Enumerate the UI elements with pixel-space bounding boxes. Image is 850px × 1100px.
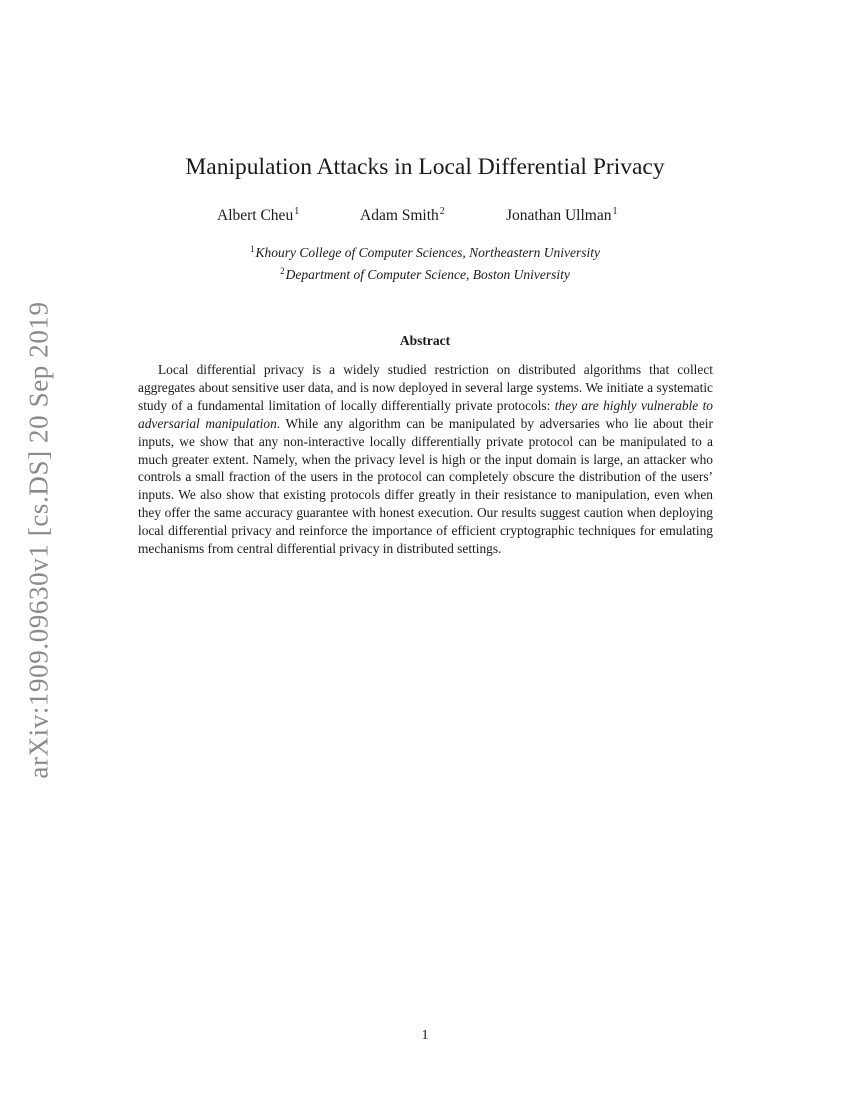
author-2 (360, 206, 445, 225)
affiliation-mark: 1 (249, 244, 255, 254)
abstract-text-part-2: . While any algorithm can be manipulated by adversaries who lie about their inputs, we show that any non-interactive locally differentially private protocol can be manipulated to a much greater extent. Namely, when the privacy level is high or the input domain is large, an attacker who controls a small fraction of the users in the protocol can completely obscure the distribution of the users’ inputs. We also show that existing protocols differ greatly in their resistance to manipulation, even when they offer the same accuracy guarantee with honest execution. Our results suggest caution when deploying local differential privacy and reinforce the importance of efficient cryptographic techniques for emulating mechanisms from central differential privacy in distributed settings. (138, 415, 713, 557)
affiliation-1 (0, 240, 850, 262)
author-name: Albert Cheu (217, 207, 294, 224)
author-1 (217, 206, 299, 225)
abstract-heading: Abstract (399, 333, 451, 348)
abstract-body (138, 361, 713, 558)
author-name: Jonathan Ullman (506, 207, 612, 224)
author-3 (506, 206, 617, 225)
affiliation-text: Khoury College of Computer Sciences, Northeastern University (255, 245, 601, 260)
paper-title: Manipulation Attacks in Local Differential Privacy (185, 154, 665, 180)
author-list (0, 206, 850, 228)
affiliation-2 (0, 262, 850, 284)
arxiv-identifier-text: arXiv:1909.09630v1 [cs.DS] 20 Sep 2019 (23, 301, 54, 779)
page-number: 1 (421, 1028, 429, 1043)
arxiv-identifier-stamp (22, 296, 56, 784)
author-affiliation-mark: 1 (612, 206, 618, 217)
author-name: Adam Smith (360, 207, 439, 224)
author-affiliation-mark: 2 (439, 206, 445, 217)
author-affiliation-mark: 1 (294, 206, 300, 217)
affiliation-mark: 2 (280, 266, 285, 276)
abstract-text-part-1: Local differential privacy is a widely studied restriction on distributed algorithms that collect aggregates about sensitive user data, and is now deployed in several large systems. We initiate a systematic study of a fundamental limitation of locally differentially private protocols: (138, 362, 713, 413)
affiliation-text: Department of Computer Science, Boston University (285, 267, 570, 282)
affiliation-list (0, 240, 850, 284)
abstract-emphasis: they are highly vulnerable to adversarial manipulation (138, 397, 713, 431)
